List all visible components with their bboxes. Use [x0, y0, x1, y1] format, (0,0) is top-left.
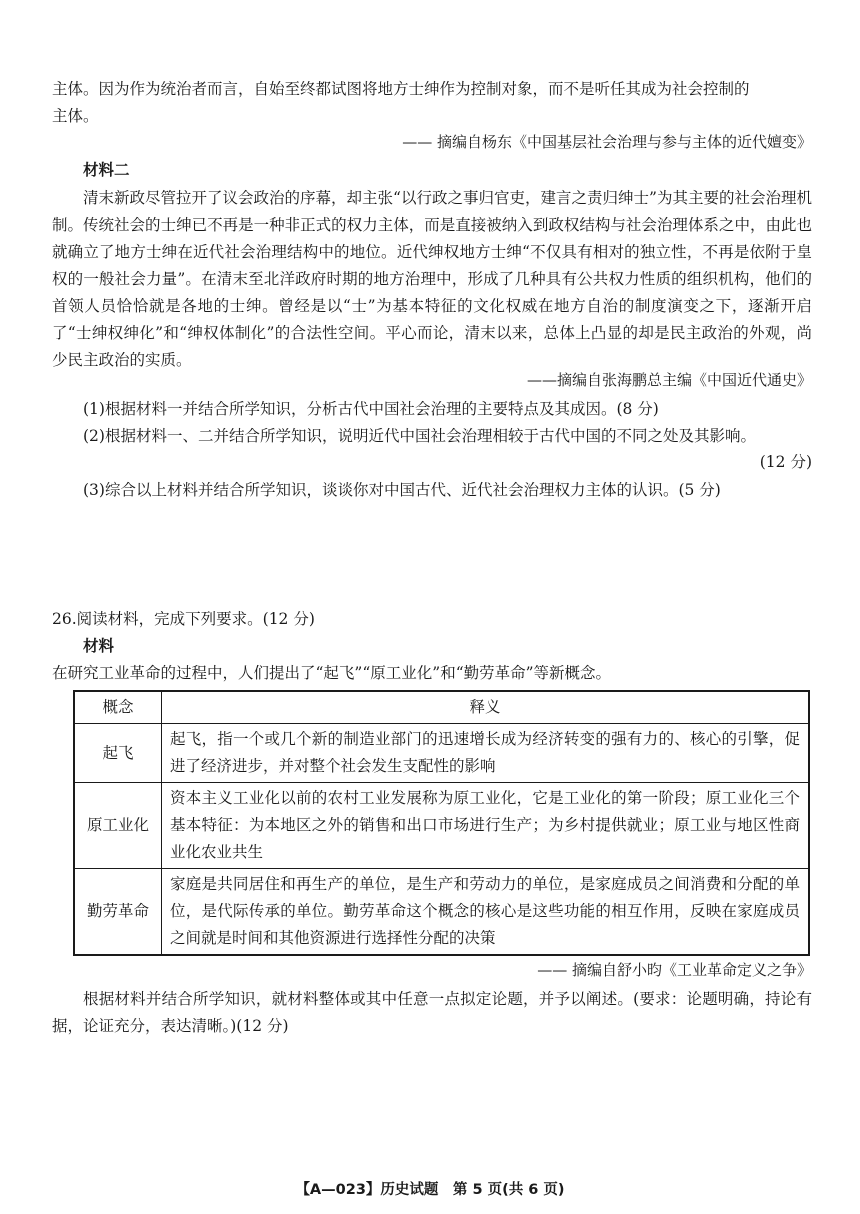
- concept-definition: 家庭是共同居住和再生产的单位，是生产和劳动力的单位，是家庭成员之间消费和分配的单位，是代际传承的单位。勤劳革命这个概念的核心是这些功能的相互作用，反映在家庭成员之间就是时间和其他资源进行选择性分配的决策: [162, 869, 810, 956]
- concept-definition: 起飞，指一个或几个新的制造业部门的迅速增长成为经济转变的强有力的、核心的引擎，促进了经济进步，并对整个社会发生支配性的影响: [162, 724, 810, 783]
- question-1: (1)根据材料一并结合所学知识，分析古代中国社会治理的主要特点及其成因。(8 分): [83, 400, 659, 418]
- paragraph-line: 主体。: [52, 107, 99, 125]
- concept-term: 原工业化: [74, 783, 162, 869]
- material-heading: 材料: [83, 636, 115, 655]
- question-26-stem: 26.阅读材料，完成下列要求。(12 分): [52, 610, 315, 628]
- page-footer: 【A—023】历史试题 第 5 页(共 6 页): [295, 1182, 565, 1198]
- table-row: [74, 724, 809, 783]
- material-intro: 在研究工业革命的过程中，人们提出了“起飞”“原工业化”和“勤劳革命”等新概念。: [52, 664, 612, 682]
- paragraph-continuation: [52, 76, 812, 130]
- table-header: 释义: [162, 691, 810, 724]
- table-header-row: [74, 691, 809, 724]
- material-heading: 材料二: [83, 160, 130, 179]
- paragraph-line: 主体。因为作为统治者而言，自始至终都试图将地方士绅作为控制对象，而不是听任其成为社会控制的: [52, 80, 750, 98]
- concept-term: 起飞: [74, 724, 162, 783]
- question-26-task: 根据材料并结合所学知识，就材料整体或其中任意一点拟定论题，并予以阐述。(要求：论题明确，持论有据，论证充分，表达清晰。)(12 分): [52, 990, 812, 1035]
- source-citation: —— 摘编自杨东《中国基层社会治理与参与主体的近代嬗变》: [402, 133, 812, 151]
- table-row: [74, 783, 809, 869]
- concept-term: 勤劳革命: [74, 869, 162, 956]
- table-row: [74, 869, 809, 956]
- material-body: 清末新政尽管拉开了议会政治的序幕，却主张“以行政之事归官吏，建言之责归绅士”为其主要的社会治理机制。传统社会的士绅已不再是一种非正式的权力主体，而是直接被纳入到政权结构与社会治理体系之中，由此也就确立了地方士绅在近代社会治理结构中的地位。近代绅权地方士绅“不仅具有相对的独立性，不再是依附于皇权的一般社会力量”。在清末至北洋政府时期的地方治理中，形成了几种具有公共权力性质的组织机构，他们的首领人员恰恰就是各地的士绅。曾经是以“士”为基本特征的文化权威在地方自治的制度演变之下，逐渐开启了“士绅权绅化”和“绅权体制化”的合法性空间。平心而论，清末以来，总体上凸显的却是民主政治的外观，尚少民主政治的实质。: [52, 189, 812, 369]
- source-citation: —— 摘编自舒小昀《工业革命定义之争》: [537, 961, 812, 979]
- concepts-table: [73, 690, 810, 956]
- table-header: 概念: [74, 691, 162, 724]
- question-2: (2)根据材料一、二并结合所学知识，说明近代中国社会治理相较于古代中国的不同之处及其影响。: [83, 427, 756, 445]
- question-2-score: (12 分): [759, 453, 812, 471]
- concept-definition: 资本主义工业化以前的农村工业发展称为原工业化，它是工业化的第一阶段；原工业化三个基本特征：为本地区之外的销售和出口市场进行生产；为乡村提供就业；原工业与地区性商业化农业共生: [162, 783, 810, 869]
- source-citation: ——摘编自张海鹏总主编《中国近代通史》: [526, 371, 812, 389]
- question-3: (3)综合以上材料并结合所学知识，谈谈你对中国古代、近代社会治理权力主体的认识。(5 分): [83, 481, 721, 499]
